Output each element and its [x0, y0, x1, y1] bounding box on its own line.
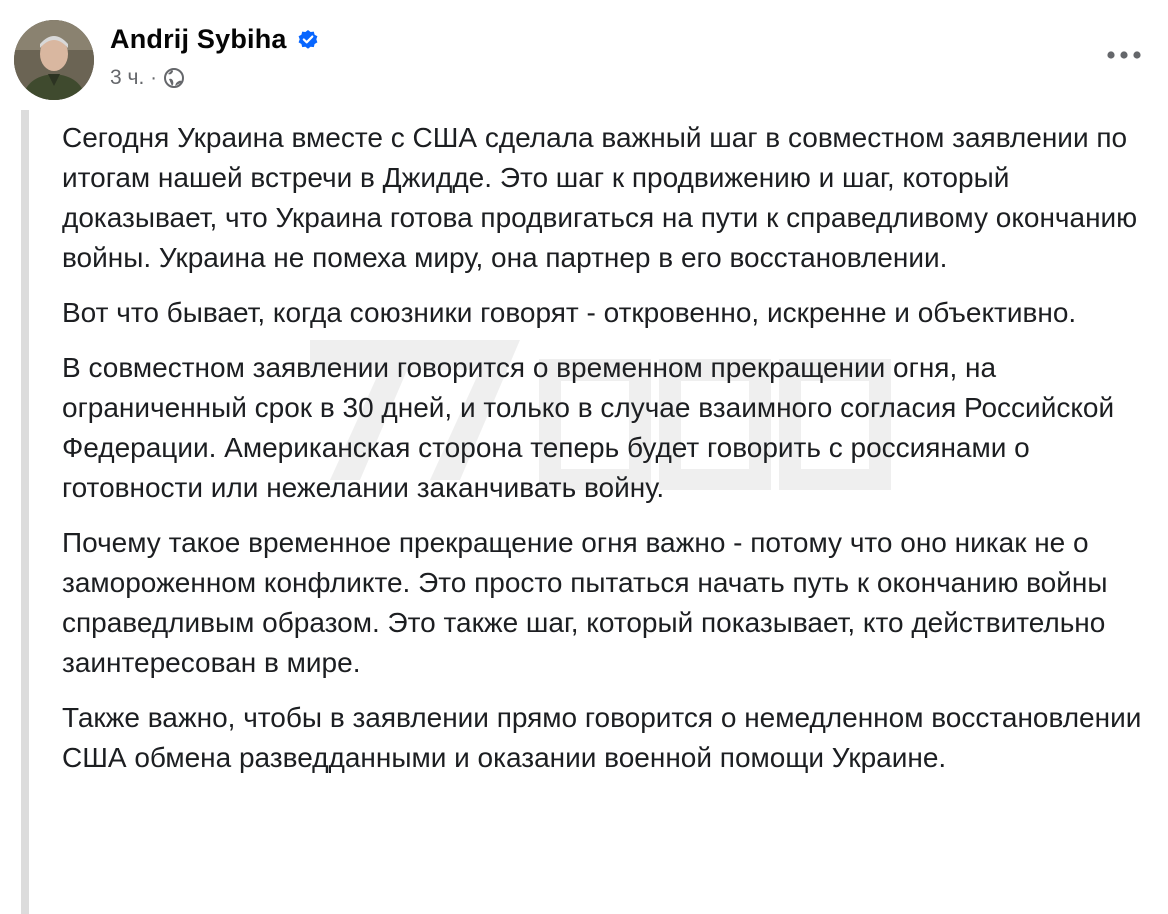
post-paragraph: Почему такое временное прекращение огня важно - потому что оно никак не о замороженном конфликте. Это просто пытаться начать путь к окончанию войны справедливым образом. Это также шаг, который показывает, кто действительно заинтересован в мире. — [62, 527, 1108, 678]
post-paragraph: Также важно, чтобы в заявлении прямо говорится о немедленном восстановлении США обмена разведданными и оказании военной помощи Украине. — [62, 702, 1142, 773]
more-options-button[interactable] — [1102, 40, 1146, 70]
post-paragraph: Вот что бывает, когда союзники говорят - откровенно, искренне и объективно. — [62, 297, 1077, 328]
verified-badge-icon — [297, 29, 319, 51]
post-timestamp[interactable]: 3 ч. — [110, 66, 145, 89]
more-options-icon — [1106, 50, 1142, 60]
globe-icon[interactable] — [163, 67, 185, 89]
author-avatar[interactable] — [14, 20, 94, 100]
quote-bar — [21, 110, 29, 914]
post-paragraph: Сегодня Украина вместе с США сделала важный шаг в совместном заявлении по итогам нашей встречи в Джидде. Это шаг к продвижению и шаг, который доказывает, что Украина готова продвигаться на пути к справедливому окончанию войны. Украина не помеха миру, она партнер в его восстановлении. — [62, 122, 1138, 273]
meta-separator: · — [150, 66, 157, 89]
post-body — [62, 118, 1142, 793]
avatar-portrait-icon — [14, 20, 94, 100]
post-meta — [110, 66, 185, 90]
author-row — [110, 24, 319, 55]
post-paragraph: В совместном заявлении говорится о временном прекращении огня, на ограниченный срок в 30 дней, и только в случае взаимного согласия Российской Федерации. Американская сторона теперь будет говорить с россиянами о готовности или нежелании заканчивать войну. — [62, 352, 1115, 503]
author-name[interactable]: Andrij Sybiha — [110, 24, 287, 54]
post-header — [0, 0, 1168, 110]
